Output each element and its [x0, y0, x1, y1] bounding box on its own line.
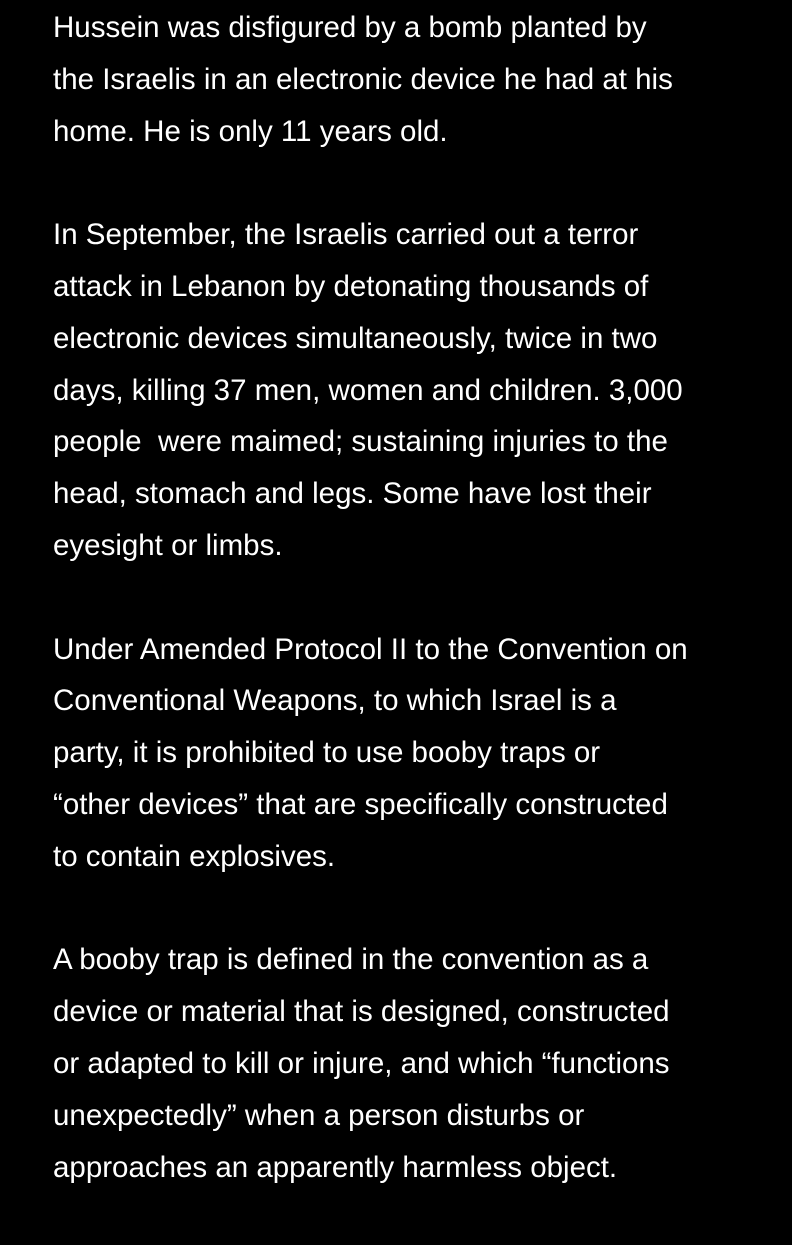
text-line: “other devices” that are specifically constructed	[53, 787, 668, 821]
text-line: A booby trap is defined in the convention as a	[53, 943, 649, 977]
text-line: head, stomach and legs. Some have lost their	[53, 477, 652, 511]
text-line: electronic devices simultaneously, twice in two	[53, 321, 658, 355]
text-line: days, killing 37 men, women and children. 3,000	[53, 373, 683, 407]
text-line: device or material that is designed, constructed	[53, 995, 670, 1029]
paragraph-1	[53, 2, 753, 157]
text-line: eyesight or limbs.	[53, 528, 283, 562]
text-line: Hussein was disfigured by a bomb planted by	[53, 11, 647, 44]
text-line: unexpectedly” when a person disturbs or	[53, 1098, 585, 1132]
text-line: people were maimed; sustaining injuries to the	[53, 425, 668, 459]
text-line: or adapted to kill or injure, and which “functions	[53, 1046, 670, 1080]
text-line: the Israelis in an electronic device he had at his	[53, 62, 673, 96]
paragraph-2	[53, 209, 753, 572]
text-line: to contain explosives.	[53, 839, 336, 873]
text-line: party, it is prohibited to use booby traps or	[53, 736, 601, 770]
paragraph-3	[53, 624, 753, 883]
text-line: In September, the Israelis carried out a terror	[53, 218, 639, 252]
text-line: approaches an apparently harmless object.	[53, 1150, 618, 1184]
text-line: home. He is only 11 years old.	[53, 114, 448, 148]
text-line: Conventional Weapons, to which Israel is a	[53, 684, 617, 718]
text-line: attack in Lebanon by detonating thousands of	[53, 269, 649, 303]
text-line: Under Amended Protocol II to the Convention on	[53, 632, 688, 666]
note-body[interactable]	[53, 2, 753, 1245]
paragraph-4	[53, 934, 753, 1193]
